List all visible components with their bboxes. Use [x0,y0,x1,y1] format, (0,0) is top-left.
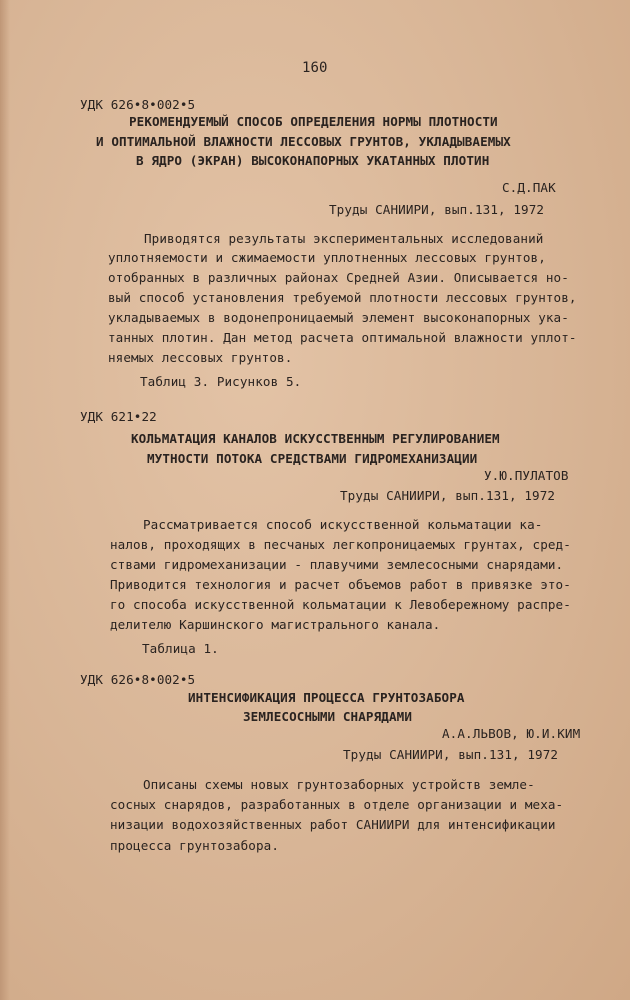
article-note: Таблица 1. [142,641,219,656]
abstract-line: отобранных в различных районах Средней Азии. Описывается но- [108,270,569,285]
article-source: Труды САНИИРИ, вып.131, 1972 [340,488,556,503]
article-source: Труды САНИИРИ, вып.131, 1972 [329,202,545,217]
abstract-line: няемых лессовых грунтов. [108,350,293,365]
page-edge-shadow [0,0,10,1000]
abstract-line: Рассматривается способ искусственной кольматации ка- [143,517,543,532]
abstract-line: танных плотин. Дан метод расчета оптимальной влажности уплот- [108,330,577,345]
article-title-line: МУТНОСТИ ПОТОКА СРЕДСТВАМИ ГИДРОМЕХАНИЗАЦИИ [147,451,478,466]
page-number: 160 [302,60,328,76]
article-source: Труды САНИИРИ, вып.131, 1972 [343,747,559,762]
abstract-line: налов, проходящих в песчаных легкопроницаемых грунтах, сред- [110,537,571,552]
article-author: У.Ю.ПУЛАТОВ [484,468,569,483]
abstract-line: сосных снарядов, разработанных в отделе организации и меха- [110,797,564,812]
article-author: А.А.ЛЬВОВ, Ю.И.КИМ [442,726,581,741]
abstract-line: укладываемых в водонепроницаемый элемент высоконапорных ука- [108,310,569,325]
article-title-line: И ОПТИМАЛЬНОЙ ВЛАЖНОСТИ ЛЕССОВЫХ ГРУНТОВ, УКЛАДЫВАЕМЫХ [96,134,511,149]
article-title-line: КОЛЬМАТАЦИЯ КАНАЛОВ ИСКУССТВЕННЫМ РЕГУЛИРОВАНИЕМ [131,431,500,446]
abstract-line: уплотняемости и сжимаемости уплотненных лессовых грунтов, [108,250,546,265]
article-udk: УДК 621•22 [80,409,157,424]
abstract-line: Приводится технология и расчет объемов работ в привязке это- [110,577,571,592]
article-title-line: В ЯДРО (ЭКРАН) ВЫСОКОНАПОРНЫХ УКАТАННЫХ ПЛОТИН [136,153,490,168]
article-author: С.Д.ПАК [502,180,556,195]
article-udk: УДК 626•8•002•5 [80,97,196,112]
abstract-line: делителю Каршинского магистрального канала. [110,617,441,632]
article-udk: УДК 626•8•002•5 [80,672,196,687]
abstract-line: низации водохозяйственных работ САНИИРИ для интенсификации [110,817,556,832]
article-title-line: ИНТЕНСИФИКАЦИЯ ПРОЦЕССА ГРУНТОЗАБОРА [188,690,465,705]
abstract-line: го способа искусственной кольматации к Левобережному распре- [110,597,571,612]
abstract-line: вый способ установления требуемой плотности лессовых грунтов, [108,290,577,305]
article-note: Таблиц 3. Рисунков 5. [140,374,302,389]
article-title-line: ЗЕМЛЕСОСНЫМИ СНАРЯДАМИ [243,709,413,724]
abstract-line: процесса грунтозабора. [110,838,280,853]
abstract-line: Приводятся результаты экспериментальных исследований [144,231,544,246]
abstract-line: Описаны схемы новых грунтозаборных устройств земле- [143,777,535,792]
article-title-line: РЕКОМЕНДУЕМЫЙ СПОСОБ ОПРЕДЕЛЕНИЯ НОРМЫ ПЛОТНОСТИ [129,114,498,129]
abstract-line: ствами гидромеханизации - плавучими землесосными снарядами. [110,557,564,572]
